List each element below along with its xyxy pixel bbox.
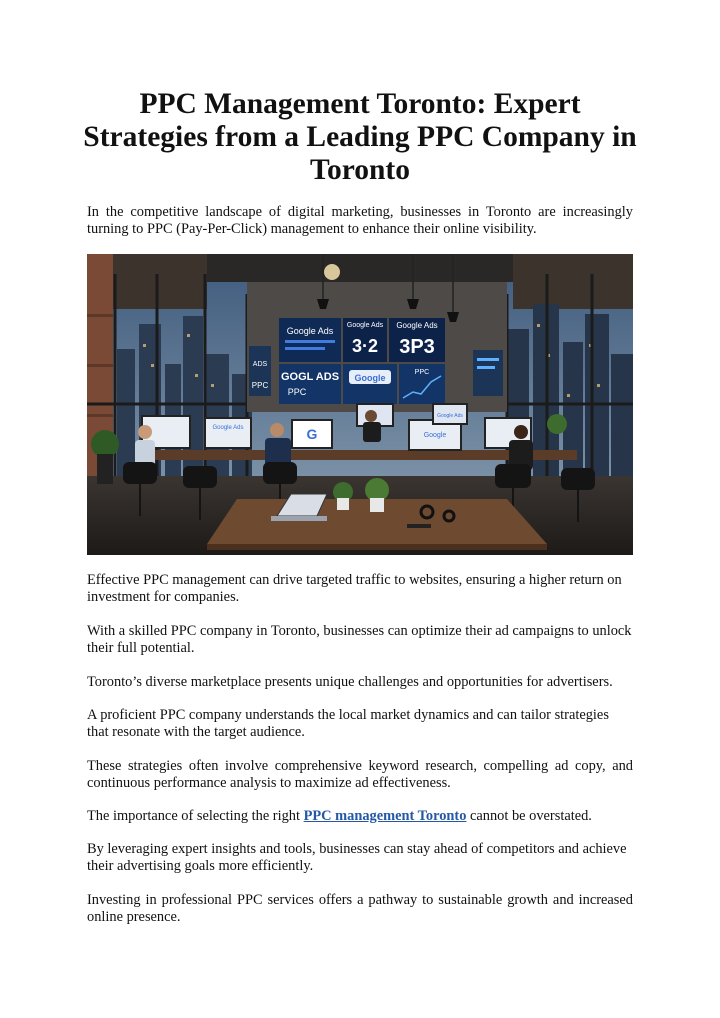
intro-paragraph: In the competitive landscape of digital marketing, businesses in Toronto are increasingly turning to PPC (Pay-Per-Click) management to enhance their online visibility. [87, 204, 633, 237]
screen-text-google-ads-1: Google Ads [286, 326, 334, 336]
screen-number-1: 3·2 [351, 336, 379, 356]
paragraph-5: These strategies often involve comprehensive keyword research, compelling ad copy, and continuous performance analysis to maximize ad effectiveness. [87, 758, 633, 791]
screen-text-ppc-2: PPC [414, 369, 430, 376]
svg-text:G: G [306, 426, 318, 442]
screen-text-google-ads-3: Google Ads [396, 321, 438, 330]
paragraph-1: Effective PPC management can drive targeted traffic to websites, ensuring a higher return on investment for companies. [87, 572, 622, 605]
screen-text-google-ads-2: Google Ads [346, 322, 384, 329]
office-photo [87, 254, 633, 555]
paragraph-6-text-before: The importance of selecting the right [87, 808, 304, 824]
screen-google-logo: Google [354, 373, 386, 383]
monitor-text-google-ads: Google Ads [212, 425, 244, 431]
monitor-text-google: Google [423, 432, 447, 439]
screen-text-ads-vertical: ADS [252, 361, 268, 368]
ppc-management-toronto-link[interactable]: PPC management Toronto [303, 808, 467, 824]
screen-text-ppc-1: PPC [287, 387, 307, 397]
paragraph-3: Toronto’s diverse marketplace presents unique challenges and opportunities for advertisers. [87, 674, 613, 690]
paragraph-7: By leveraging expert insights and tools, businesses can stay ahead of competitors and achieve their advertising goals more efficiently. [87, 841, 627, 874]
paragraph-8: Investing in professional PPC services offers a pathway to sustainable growth and increased online presence. [87, 892, 633, 925]
screen-text-ppc-3: PPC [251, 381, 269, 390]
screen-number-2: 3P3 [399, 336, 435, 358]
page-title: PPC Management Toronto: Expert Strategies from a Leading PPC Company in Toronto [83, 88, 637, 186]
monitor-text-google-ads-small: Google Ads [437, 413, 463, 419]
paragraph-6-text-after: cannot be overstated. [466, 808, 592, 824]
paragraph-2: With a skilled PPC company in Toronto, businesses can optimize their ad campaigns to unlock their full potential. [87, 623, 632, 656]
screen-text-gogl-ads: GOGL ADS [280, 371, 340, 383]
paragraph-6 [87, 808, 633, 825]
paragraph-4: A proficient PPC company understands the local market dynamics and can tailor strategies that resonate with the target audience. [87, 707, 609, 740]
